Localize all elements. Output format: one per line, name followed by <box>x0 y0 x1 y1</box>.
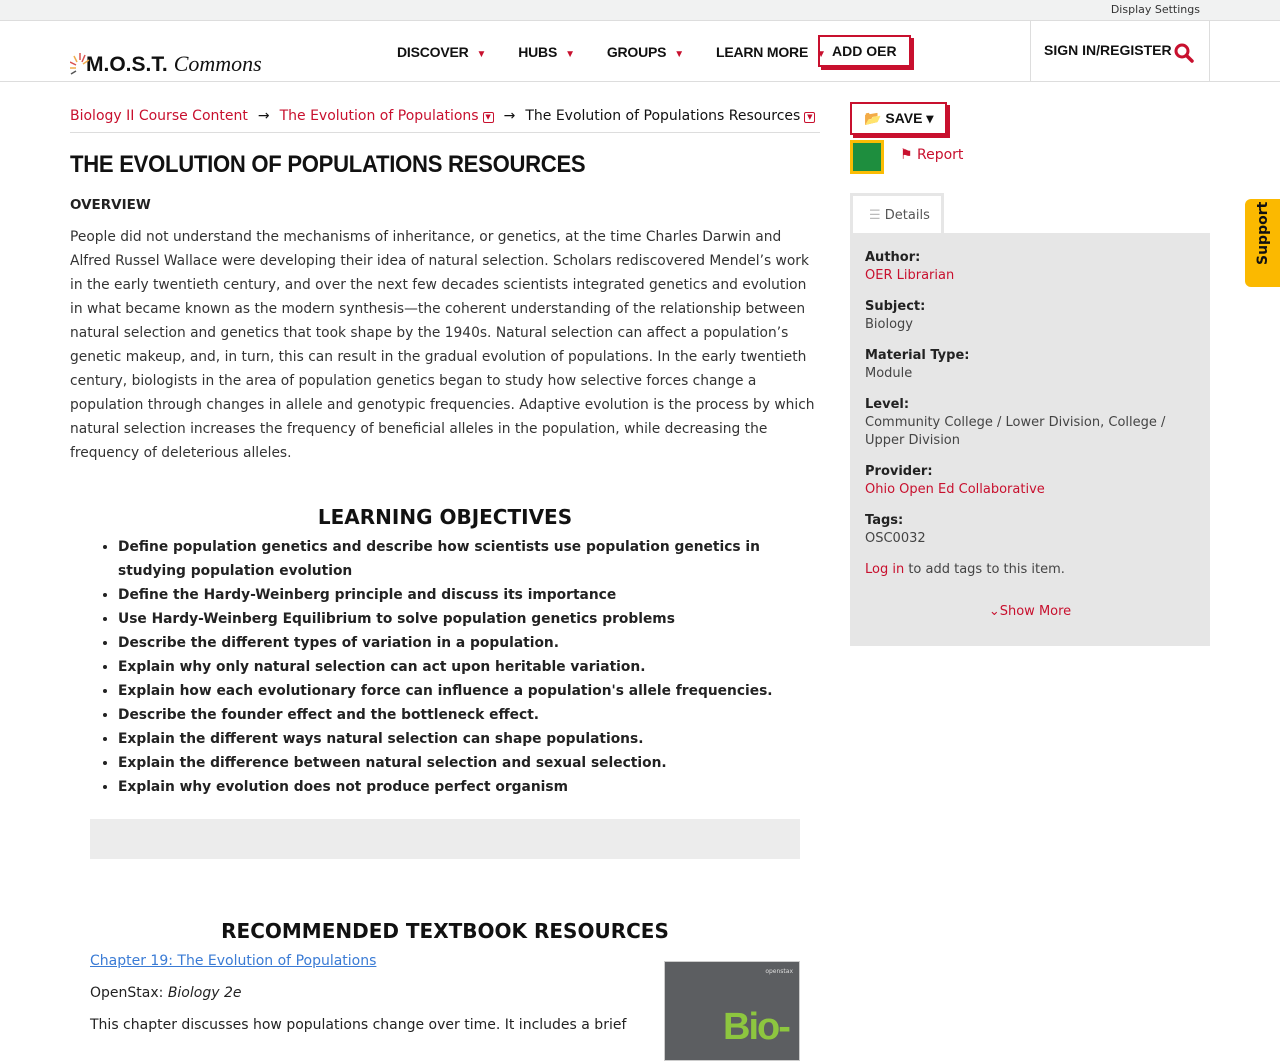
folder-open-icon: 📂 <box>864 110 882 126</box>
field-value: Module <box>865 366 913 381</box>
chevron-down-icon: ▼ <box>816 48 826 60</box>
google-classroom-icon <box>853 143 881 171</box>
chevron-down-icon: ▼ <box>674 48 684 60</box>
field-label: Level: <box>865 397 910 412</box>
field-value: Biology <box>865 317 913 332</box>
nav-discover[interactable]: DISCOVER ▼ <box>397 43 487 60</box>
objective-item: • Explain why evolution does not produce perfect organism <box>118 775 820 799</box>
flag-icon: ⚑ <box>900 147 913 163</box>
objective-item: • Describe the founder effect and the bottleneck effect. <box>118 703 820 727</box>
logo-burst-icon <box>70 53 90 77</box>
login-link[interactable]: Log in <box>865 562 905 577</box>
field-value: OSC0032 <box>865 531 926 546</box>
objective-item: • Explain the difference between natural selection and sexual selection. <box>118 751 820 775</box>
breadcrumb-course[interactable]: Biology II Course Content <box>70 108 248 124</box>
google-classroom-share-button[interactable] <box>850 140 884 174</box>
field-label: Subject: <box>865 299 926 314</box>
field-value: Community College / Lower Division, College / Upper Division <box>865 415 1166 448</box>
header <box>0 21 1280 82</box>
objectives-heading: LEARNING OBJECTIVES <box>317 505 573 529</box>
objective-item: • Explain how each evolutionary force can influence a population's allele frequencies. <box>118 679 820 703</box>
save-button[interactable]: 📂 SAVE ▾ <box>850 102 947 135</box>
page-title: THE EVOLUTION OF POPULATIONS RESOURCES <box>70 151 586 178</box>
book-cover-image[interactable]: openstax Bio- <box>664 961 800 1061</box>
report-link[interactable]: ⚑ Report <box>900 147 964 163</box>
field-label: Author: <box>865 250 921 265</box>
embedded-content-placeholder <box>90 819 800 859</box>
list-icon: ☰ <box>869 208 881 223</box>
breadcrumb-evolution[interactable]: The Evolution of Populations <box>279 108 479 124</box>
chevron-down-icon: ▼ <box>565 48 575 60</box>
nav-learn-more[interactable]: LEARN MORE ▼ <box>716 43 826 60</box>
breadcrumb-current: The Evolution of Populations Resources <box>525 108 801 124</box>
field-value[interactable]: OER Librarian <box>865 268 955 283</box>
nav-hubs[interactable]: HUBS ▼ <box>518 43 575 60</box>
breadcrumb: Biology II Course Content → The Evolution of Populations ▼ → The Evolution of Populations Resources ▼ <box>70 100 820 133</box>
support-tab[interactable]: Support <box>1245 199 1280 287</box>
overview-heading: OVERVIEW <box>70 197 151 213</box>
dropdown-icon[interactable]: ▼ <box>804 112 815 123</box>
main-content <box>70 100 820 1048</box>
objective-item: • Explain the different ways natural selection can shape populations. <box>118 727 820 751</box>
overview-text: People did not understand the mechanisms of inheritance, or genetics, at the time Charles Darwin and Alfred Russel Wallace were developing their idea of natural selection. Scholars rediscovered Mendel’s work in the early twentieth century, and over the next few decades scientists integrated genetics and evolution in what became known as the modern synthesis—the coherent understanding of the relationship between natural selection and genetics that took shape by the 1940s. Natural selection can affect a population’s genetic makeup, and, in turn, this can result in the gradual evolution of populations. In the early twentieth century, biologists in the area of population genetics began to study how selective forces change a population through changes in allele and genotypic frequencies. Adaptive evolution is the process by which natural selection increases the frequency of beneficial alleles in the population, while decreasing the frequency of deleterious alleles. <box>70 229 815 461</box>
source-text: OpenStax: Biology 2e <box>90 985 242 1001</box>
recommended-heading: RECOMMENDED TEXTBOOK RESOURCES <box>221 919 669 943</box>
caret-down-icon: ▾ <box>926 110 934 126</box>
field-label: Provider: <box>865 464 933 479</box>
chapter-description: This chapter discusses how populations change over time. It includes a brief <box>90 1017 627 1033</box>
main-nav <box>397 21 826 82</box>
sidebar <box>850 102 1210 619</box>
details-panel: Author: OER Librarian Subject: Biology Material Type: Module Level: Community College / Lower Division, College / Upper Division Provider: Ohio Open Ed Collaborative Tags: OSC0032 Log in to add tags to this item. ⌄Show More <box>850 233 1210 646</box>
chevron-down-icon: ⌄ <box>988 604 1000 619</box>
recommended-resource <box>90 953 800 1048</box>
field-label: Material Type: <box>865 348 970 363</box>
objective-item: • Define population genetics and describe how scientists use population genetics in studying population evolution <box>118 535 820 583</box>
field-value[interactable]: Ohio Open Ed Collaborative <box>865 482 1045 497</box>
chapter-link[interactable]: Chapter 19: The Evolution of Populations <box>90 953 377 969</box>
topbar <box>0 0 1280 21</box>
add-oer-button[interactable]: ADD OER <box>818 35 911 67</box>
objective-item: • Define the Hardy-Weinberg principle and discuss its importance <box>118 583 820 607</box>
show-more-button[interactable]: ⌄Show More <box>988 604 1072 619</box>
objective-item: • Use Hardy-Weinberg Equilibrium to solve population genetics problems <box>118 607 820 631</box>
tab-details[interactable]: ☰ Details <box>850 193 944 235</box>
logo[interactable]: M.O.S.T. Commons <box>70 51 262 77</box>
objective-item: • Explain why only natural selection can act upon heritable variation. <box>118 655 820 679</box>
display-settings-link[interactable]: Display Settings <box>1110 3 1200 16</box>
objectives-list <box>118 535 820 799</box>
field-label: Tags: <box>865 513 904 528</box>
dropdown-icon[interactable]: ▼ <box>483 112 494 123</box>
search-icon[interactable] <box>1174 43 1194 63</box>
chevron-down-icon: ▼ <box>476 48 487 60</box>
objective-item: • Describe the different types of variation in a population. <box>118 631 820 655</box>
sign-in-register-link[interactable]: SIGN IN/REGISTER <box>1030 21 1210 82</box>
nav-groups[interactable]: GROUPS ▼ <box>606 43 684 60</box>
